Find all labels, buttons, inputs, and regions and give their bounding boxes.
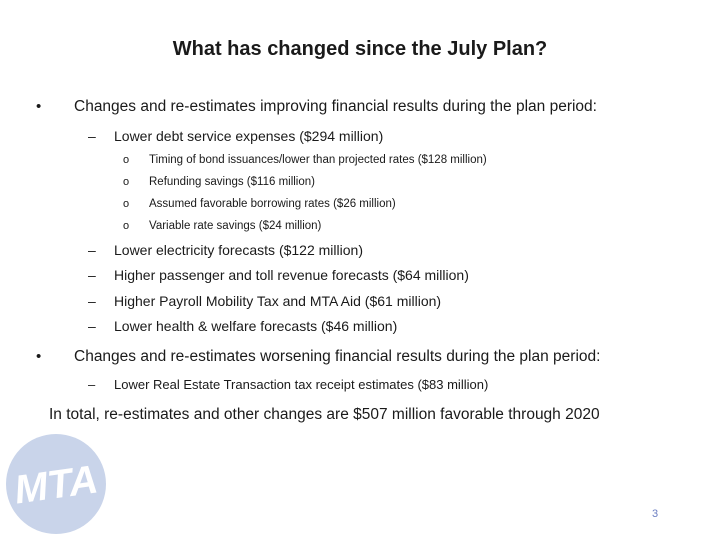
circle-marker: o	[123, 176, 130, 188]
bullet-marker: •	[36, 348, 42, 365]
sub-item-text: Timing of bond issuances/lower than projected rates ($128 million)	[149, 154, 487, 166]
dash-marker: –	[88, 377, 96, 392]
list-item-text: Higher Payroll Mobility Tax and MTA Aid ($61 million)	[114, 293, 442, 309]
list-item-text: Higher passenger and toll revenue forecasts ($64 million)	[114, 267, 469, 283]
list-item-health-welfare	[88, 318, 397, 334]
list-item-text: Lower health & welfare forecasts ($46 million)	[114, 318, 398, 334]
sub-item-borrowing-rates	[123, 198, 396, 210]
list-item-text: Lower debt service expenses ($294 million)	[114, 128, 384, 144]
circle-marker: o	[123, 220, 130, 232]
dash-marker: –	[88, 128, 96, 144]
list-item-electricity	[88, 242, 363, 258]
circle-marker: o	[123, 154, 130, 166]
page-number: 3	[652, 508, 659, 520]
circle-marker: o	[123, 198, 130, 210]
dash-marker: –	[88, 293, 96, 309]
sub-item-text: Assumed favorable borrowing rates ($26 million)	[149, 198, 396, 210]
list-item-passenger-toll	[88, 267, 469, 283]
list-item-text: Lower electricity forecasts ($122 million)	[114, 242, 363, 258]
sub-item-refunding	[123, 176, 315, 188]
bullet-text: Changes and re-estimates improving financial results during the plan period:	[74, 98, 597, 115]
bullet-marker: •	[36, 98, 42, 115]
list-item-payroll-tax	[88, 293, 441, 309]
list-item-text: Lower Real Estate Transaction tax receipt estimates ($83 million)	[114, 377, 489, 392]
bullet-improving	[36, 98, 597, 116]
mta-logo	[4, 432, 108, 536]
dash-marker: –	[88, 267, 96, 283]
sub-item-variable-rate	[123, 220, 321, 232]
total-summary: In total, re-estimates and other changes are $507 million favorable through 2020	[49, 406, 600, 423]
sub-item-bond-timing	[123, 154, 487, 166]
bullet-worsening	[36, 348, 600, 366]
dash-marker: –	[88, 318, 96, 334]
slide-title: What has changed since the July Plan?	[172, 38, 548, 60]
mta-logo-text: MTA	[11, 457, 101, 513]
list-item-real-estate	[88, 377, 488, 392]
sub-item-text: Refunding savings ($116 million)	[149, 176, 315, 188]
dash-marker: –	[88, 242, 96, 258]
list-item-debt-service	[88, 128, 383, 144]
bullet-text: Changes and re-estimates worsening financial results during the plan period:	[74, 348, 601, 365]
sub-item-text: Variable rate savings ($24 million)	[149, 220, 322, 232]
